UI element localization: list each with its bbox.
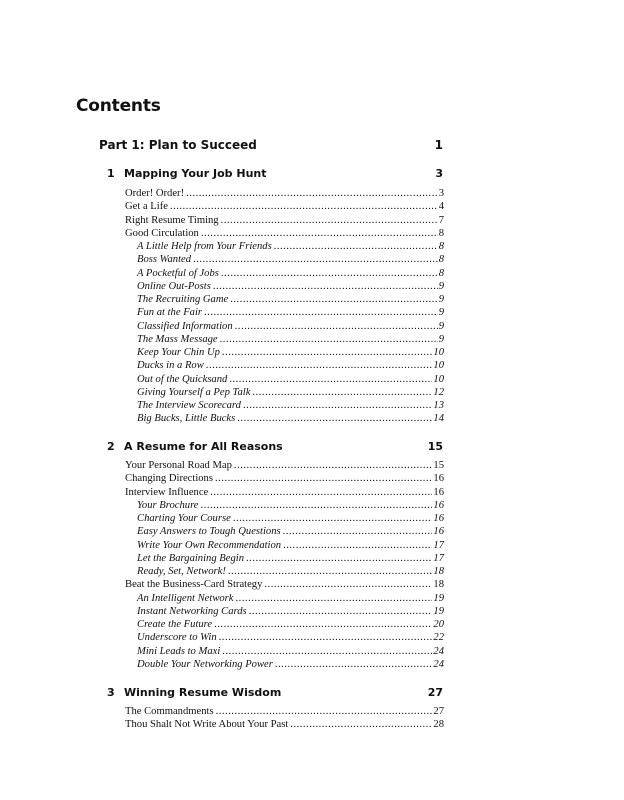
entry-title: A Little Help from Your Friends bbox=[137, 241, 272, 252]
entry-title: The Commandments bbox=[125, 706, 214, 717]
toc-entry bbox=[125, 718, 444, 731]
entry-page: 20 bbox=[433, 619, 444, 630]
toc-subentry bbox=[125, 373, 444, 386]
entry-title: Instant Networking Cards bbox=[137, 605, 247, 617]
chapter-number: 3 bbox=[107, 686, 115, 699]
entry-page: 24 bbox=[433, 645, 444, 657]
entry-page: 9 bbox=[438, 307, 444, 319]
contents-title: Contents bbox=[76, 96, 161, 116]
toc-entry bbox=[125, 472, 444, 485]
toc-subentry bbox=[125, 592, 444, 605]
dot-leader bbox=[222, 346, 433, 359]
entry-title: Ducks in a Row bbox=[137, 360, 204, 372]
chapter-heading-1 bbox=[107, 167, 443, 180]
toc-entry bbox=[125, 200, 444, 213]
dot-leader bbox=[204, 306, 438, 319]
dot-leader bbox=[216, 705, 433, 718]
entry-title: Let the Bargaining Begin bbox=[137, 552, 245, 564]
entry-title: Order! Order! bbox=[125, 188, 185, 199]
toc-subentry bbox=[125, 552, 444, 565]
dot-leader bbox=[275, 658, 433, 671]
entry-title: Easy Answers to Tough Questions bbox=[137, 526, 281, 538]
dot-leader bbox=[221, 267, 438, 280]
entry-title: Underscore to Win bbox=[137, 632, 217, 644]
chapter-number: 2 bbox=[107, 440, 115, 453]
toc-subentry bbox=[125, 565, 444, 578]
dot-leader bbox=[290, 718, 432, 731]
entry-title: Your Personal Road Map bbox=[125, 460, 232, 471]
entry-page: 16 bbox=[433, 526, 444, 538]
chapter-title: Winning Resume Wisdom bbox=[124, 686, 282, 699]
toc-subentry bbox=[125, 306, 444, 319]
entry-title: Write Your Own Recommendation bbox=[137, 539, 282, 551]
dot-leader bbox=[252, 386, 432, 399]
entry-page: 9 bbox=[438, 333, 444, 345]
toc-entry bbox=[125, 214, 444, 227]
toc-subentry bbox=[125, 499, 444, 512]
part-label: Part 1: Plan to Succeed bbox=[99, 138, 257, 152]
dot-leader bbox=[243, 399, 432, 412]
toc-entry bbox=[125, 705, 444, 718]
toc-subentry bbox=[125, 512, 444, 525]
entry-title: Interview Influence bbox=[125, 486, 209, 498]
entry-title: Beat the Business-Card Strategy bbox=[125, 579, 263, 591]
chapter-page: 3 bbox=[435, 167, 443, 180]
dot-leader bbox=[237, 412, 432, 425]
entry-title: Giving Yourself a Pep Talk bbox=[137, 386, 251, 398]
entry-page: 7 bbox=[438, 214, 444, 226]
part-heading bbox=[99, 138, 443, 152]
entry-page: 8 bbox=[438, 227, 444, 239]
dot-leader bbox=[222, 645, 432, 658]
entry-page: 17 bbox=[433, 539, 444, 551]
chapter-heading-3 bbox=[107, 686, 443, 699]
entry-page: 8 bbox=[438, 254, 444, 266]
entry-page: 16 bbox=[433, 499, 444, 511]
dot-leader bbox=[283, 525, 433, 538]
entry-page: 24 bbox=[433, 658, 444, 670]
entry-title: Thou Shalt Not Write About Your Past bbox=[125, 719, 289, 731]
entry-title: Online Out-Posts bbox=[137, 280, 211, 292]
toc-subentry bbox=[125, 645, 444, 658]
dot-leader bbox=[235, 320, 438, 333]
toc-subentry bbox=[125, 618, 444, 631]
dot-leader bbox=[201, 499, 433, 512]
entry-page: 28 bbox=[433, 719, 444, 731]
toc-subentry bbox=[125, 240, 444, 253]
toc-subentry bbox=[125, 539, 444, 552]
dot-leader bbox=[206, 359, 433, 372]
dot-leader bbox=[234, 459, 432, 472]
toc-subentry bbox=[125, 386, 444, 399]
entry-page: 16 bbox=[433, 486, 444, 498]
dot-leader bbox=[249, 605, 433, 618]
entry-title: The Recruiting Game bbox=[137, 294, 229, 305]
toc-entry bbox=[125, 459, 444, 472]
dot-leader bbox=[213, 280, 438, 293]
dot-leader bbox=[219, 631, 433, 644]
entry-title: Get a Life bbox=[125, 201, 168, 213]
toc-subentry bbox=[125, 605, 444, 618]
toc-subentry bbox=[125, 359, 444, 372]
dot-leader bbox=[220, 333, 438, 346]
toc-entry bbox=[125, 227, 444, 240]
toc-subentry bbox=[125, 346, 444, 359]
entry-title: Out of the Quicksand bbox=[137, 373, 228, 385]
chapter-page: 27 bbox=[427, 686, 443, 699]
entry-title: The Interview Scorecard bbox=[137, 400, 241, 411]
entry-title: Charting Your Course bbox=[137, 513, 231, 524]
entry-page: 13 bbox=[433, 400, 444, 411]
dot-leader bbox=[186, 187, 438, 200]
entry-page: 10 bbox=[433, 373, 444, 385]
toc-subentry bbox=[125, 333, 444, 346]
chapter-number: 1 bbox=[107, 167, 115, 180]
toc-subentry bbox=[125, 525, 444, 538]
entry-title: Keep Your Chin Up bbox=[137, 347, 220, 358]
toc-subentry bbox=[125, 280, 444, 293]
toc-entry bbox=[125, 187, 444, 200]
chapter-page: 15 bbox=[427, 440, 443, 453]
dot-leader bbox=[283, 539, 432, 552]
toc-entry bbox=[125, 486, 444, 499]
dot-leader bbox=[229, 373, 432, 386]
chapter-entries-2 bbox=[125, 459, 444, 671]
entry-page: 9 bbox=[438, 320, 444, 332]
entry-title: Big Bucks, Little Bucks bbox=[137, 413, 236, 425]
entry-page: 18 bbox=[433, 579, 444, 591]
entry-page: 27 bbox=[433, 706, 444, 717]
toc-subentry bbox=[125, 320, 444, 333]
entry-title: A Pocketful of Jobs bbox=[137, 267, 219, 279]
dot-leader bbox=[170, 200, 438, 213]
entry-title: Create the Future bbox=[137, 619, 213, 630]
entry-page: 9 bbox=[438, 294, 444, 305]
entry-title: Changing Directions bbox=[125, 473, 213, 485]
chapter-title: Mapping Your Job Hunt bbox=[124, 167, 267, 180]
toc-subentry bbox=[125, 253, 444, 266]
entry-page: 10 bbox=[433, 347, 444, 358]
chapter-entries-1 bbox=[125, 187, 444, 426]
dot-leader bbox=[193, 253, 438, 266]
entry-title: Ready, Set, Network! bbox=[137, 566, 226, 577]
entry-title: The Mass Message bbox=[137, 333, 218, 345]
toc-subentry bbox=[125, 631, 444, 644]
entry-title: Classified Information bbox=[137, 320, 233, 332]
chapter-title: A Resume for All Reasons bbox=[124, 440, 283, 453]
dot-leader bbox=[215, 472, 432, 485]
entry-page: 4 bbox=[438, 201, 444, 213]
entry-page: 14 bbox=[433, 413, 444, 425]
entry-page: 8 bbox=[438, 241, 444, 252]
entry-title: Mini Leads to Maxi bbox=[137, 645, 221, 657]
entry-title: Fun at the Fair bbox=[137, 307, 203, 319]
entry-title: Your Brochure bbox=[137, 499, 199, 511]
entry-page: 10 bbox=[433, 360, 444, 372]
entry-title: An Intelligent Network bbox=[137, 592, 234, 604]
dot-leader bbox=[274, 240, 438, 253]
entry-page: 16 bbox=[433, 513, 444, 524]
dot-leader bbox=[246, 552, 432, 565]
chapter-heading-2 bbox=[107, 440, 443, 453]
dot-leader bbox=[264, 578, 432, 591]
dot-leader bbox=[228, 565, 433, 578]
entry-page: 12 bbox=[433, 386, 444, 398]
dot-leader bbox=[214, 618, 432, 631]
dot-leader bbox=[233, 512, 433, 525]
entry-title: Boss Wanted bbox=[137, 254, 192, 266]
entry-page: 8 bbox=[438, 267, 444, 279]
toc-subentry bbox=[125, 412, 444, 425]
entry-page: 15 bbox=[433, 460, 444, 471]
dot-leader bbox=[210, 486, 432, 499]
toc-subentry bbox=[125, 267, 444, 280]
entry-title: Good Circulation bbox=[125, 227, 199, 239]
entry-page: 17 bbox=[433, 552, 444, 564]
toc-subentry bbox=[125, 399, 444, 412]
entry-title: Right Resume Timing bbox=[125, 214, 219, 226]
entry-page: 19 bbox=[433, 592, 444, 604]
entry-page: 22 bbox=[433, 632, 444, 644]
part-page: 1 bbox=[434, 138, 443, 152]
entry-page: 3 bbox=[438, 188, 444, 199]
entry-title: Double Your Networking Power bbox=[137, 658, 273, 670]
toc-entry bbox=[125, 578, 444, 591]
entry-page: 18 bbox=[433, 566, 444, 577]
dot-leader bbox=[201, 227, 438, 240]
toc-subentry bbox=[125, 658, 444, 671]
entry-page: 16 bbox=[433, 473, 444, 485]
chapter-entries-3 bbox=[125, 705, 444, 732]
dot-leader bbox=[236, 592, 433, 605]
entry-page: 19 bbox=[433, 605, 444, 617]
dot-leader bbox=[221, 214, 438, 227]
toc-subentry bbox=[125, 293, 444, 306]
entry-page: 9 bbox=[438, 280, 444, 292]
dot-leader bbox=[230, 293, 437, 306]
